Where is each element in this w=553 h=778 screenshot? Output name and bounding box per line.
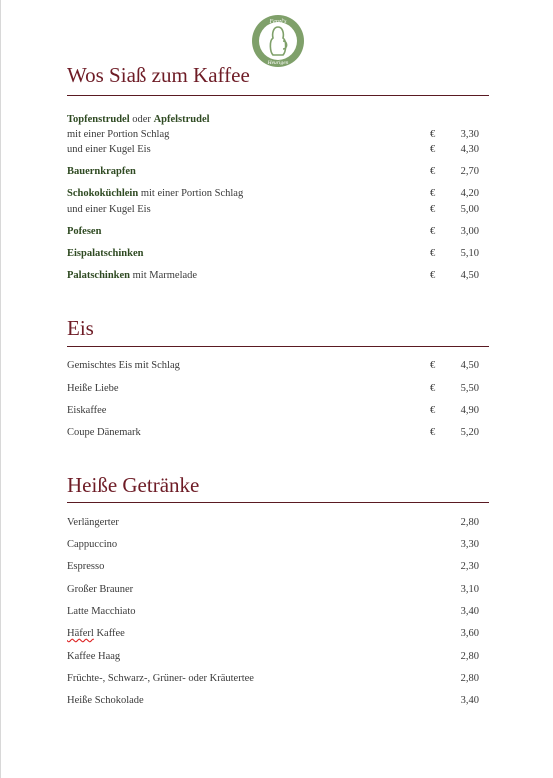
item-text: Espresso — [67, 561, 105, 572]
menu-item — [67, 404, 479, 418]
currency: € — [430, 248, 436, 259]
item-name: Palatschinken — [67, 270, 131, 281]
item-text: mit einer Portion Schlag — [138, 188, 244, 199]
item-text: Verlängerter — [67, 517, 119, 528]
menu-item — [67, 605, 479, 619]
price: 3,30 — [460, 129, 479, 140]
item-text: Latte Macchiato — [67, 606, 136, 617]
price: 4,30 — [460, 144, 479, 155]
item-name: Bauernkrapfen — [67, 166, 136, 177]
item-name: Topfenstrudel — [67, 114, 130, 125]
menu-item — [67, 426, 479, 440]
currency: € — [430, 204, 436, 215]
item-text: Heiße Schokolade — [67, 695, 144, 706]
price: 5,00 — [460, 204, 479, 215]
price: 3,60 — [460, 628, 479, 639]
price: 5,50 — [460, 383, 479, 394]
price: 2,70 — [460, 166, 479, 177]
currency: € — [430, 270, 436, 281]
item-text: und einer Kugel Eis — [67, 144, 151, 155]
price: 4,90 — [460, 405, 479, 416]
item-text: mit einer Portion Schlag — [67, 129, 170, 140]
currency: € — [430, 405, 436, 416]
item-name: Schokoküchlein — [67, 188, 139, 199]
item-text: Heiße Liebe — [67, 383, 119, 394]
item-text: Früchte-, Schwarz-, Grüner- oder Kräutertee — [67, 673, 254, 684]
menu-item — [67, 650, 479, 664]
item-text: Kaffee — [93, 628, 125, 639]
menu-item — [67, 382, 479, 396]
item-text: Häferl — [67, 628, 94, 639]
section-title-eis: Eis — [67, 316, 94, 340]
section-rule — [67, 95, 489, 96]
item-text: Kaffee Haag — [67, 651, 121, 662]
item-name: Pofesen — [67, 226, 102, 237]
price: 3,30 — [460, 539, 479, 550]
menu-item — [67, 694, 479, 708]
menu-item — [67, 203, 479, 217]
menu-item — [67, 269, 479, 283]
section-title-kaffee: Wos Siaß zum Kaffee — [67, 63, 250, 87]
menu-item — [67, 143, 479, 157]
price: 4,50 — [460, 270, 479, 281]
section-rule — [67, 502, 489, 503]
price: 3,40 — [460, 695, 479, 706]
menu-item — [67, 187, 479, 201]
menu-item — [67, 359, 479, 373]
item-text: mit Marmelade — [130, 270, 198, 281]
item-text: Cappuccino — [67, 539, 118, 550]
item-text: Coupe Dänemark — [67, 427, 141, 438]
price: 4,50 — [460, 360, 479, 371]
currency: € — [430, 129, 436, 140]
menu-item — [67, 627, 479, 641]
price: 2,30 — [460, 561, 479, 572]
item-text: oder — [129, 114, 154, 125]
currency: € — [430, 166, 436, 177]
heurigen-logo — [251, 14, 305, 68]
section-rule — [67, 346, 489, 347]
price: 3,10 — [460, 584, 479, 595]
item-text: Großer Brauner — [67, 584, 134, 595]
price: 5,10 — [460, 248, 479, 259]
logo-text-top: Fenzl's — [269, 19, 287, 25]
currency: € — [430, 360, 436, 371]
price: 5,20 — [460, 427, 479, 438]
menu-item — [67, 113, 479, 127]
currency: € — [430, 226, 436, 237]
menu-item — [67, 538, 479, 552]
price: 2,80 — [460, 673, 479, 684]
section-title-getraenke: Heiße Getränke — [67, 473, 200, 497]
price: 3,40 — [460, 606, 479, 617]
item-name: Apfelstrudel — [153, 114, 210, 125]
price: 2,80 — [460, 651, 479, 662]
price: 2,80 — [460, 517, 479, 528]
currency: € — [430, 383, 436, 394]
item-name: Eispalatschinken — [67, 248, 144, 259]
item-text: und einer Kugel Eis — [67, 204, 151, 215]
menu-item — [67, 225, 479, 239]
menu-item — [67, 128, 479, 142]
currency: € — [430, 188, 436, 199]
price: 4,20 — [460, 188, 479, 199]
menu-item — [67, 247, 479, 261]
menu-item — [67, 516, 479, 530]
currency: € — [430, 144, 436, 155]
menu-item — [67, 672, 479, 686]
currency: € — [430, 427, 436, 438]
menu-item — [67, 560, 479, 574]
page-edge — [0, 0, 1, 778]
menu-item — [67, 583, 479, 597]
menu-item — [67, 165, 479, 179]
price: 3,00 — [460, 226, 479, 237]
item-text: Eiskaffee — [67, 405, 107, 416]
item-text: Gemischtes Eis mit Schlag — [67, 360, 180, 371]
logo-text-bottom: Heurigen — [267, 60, 289, 66]
